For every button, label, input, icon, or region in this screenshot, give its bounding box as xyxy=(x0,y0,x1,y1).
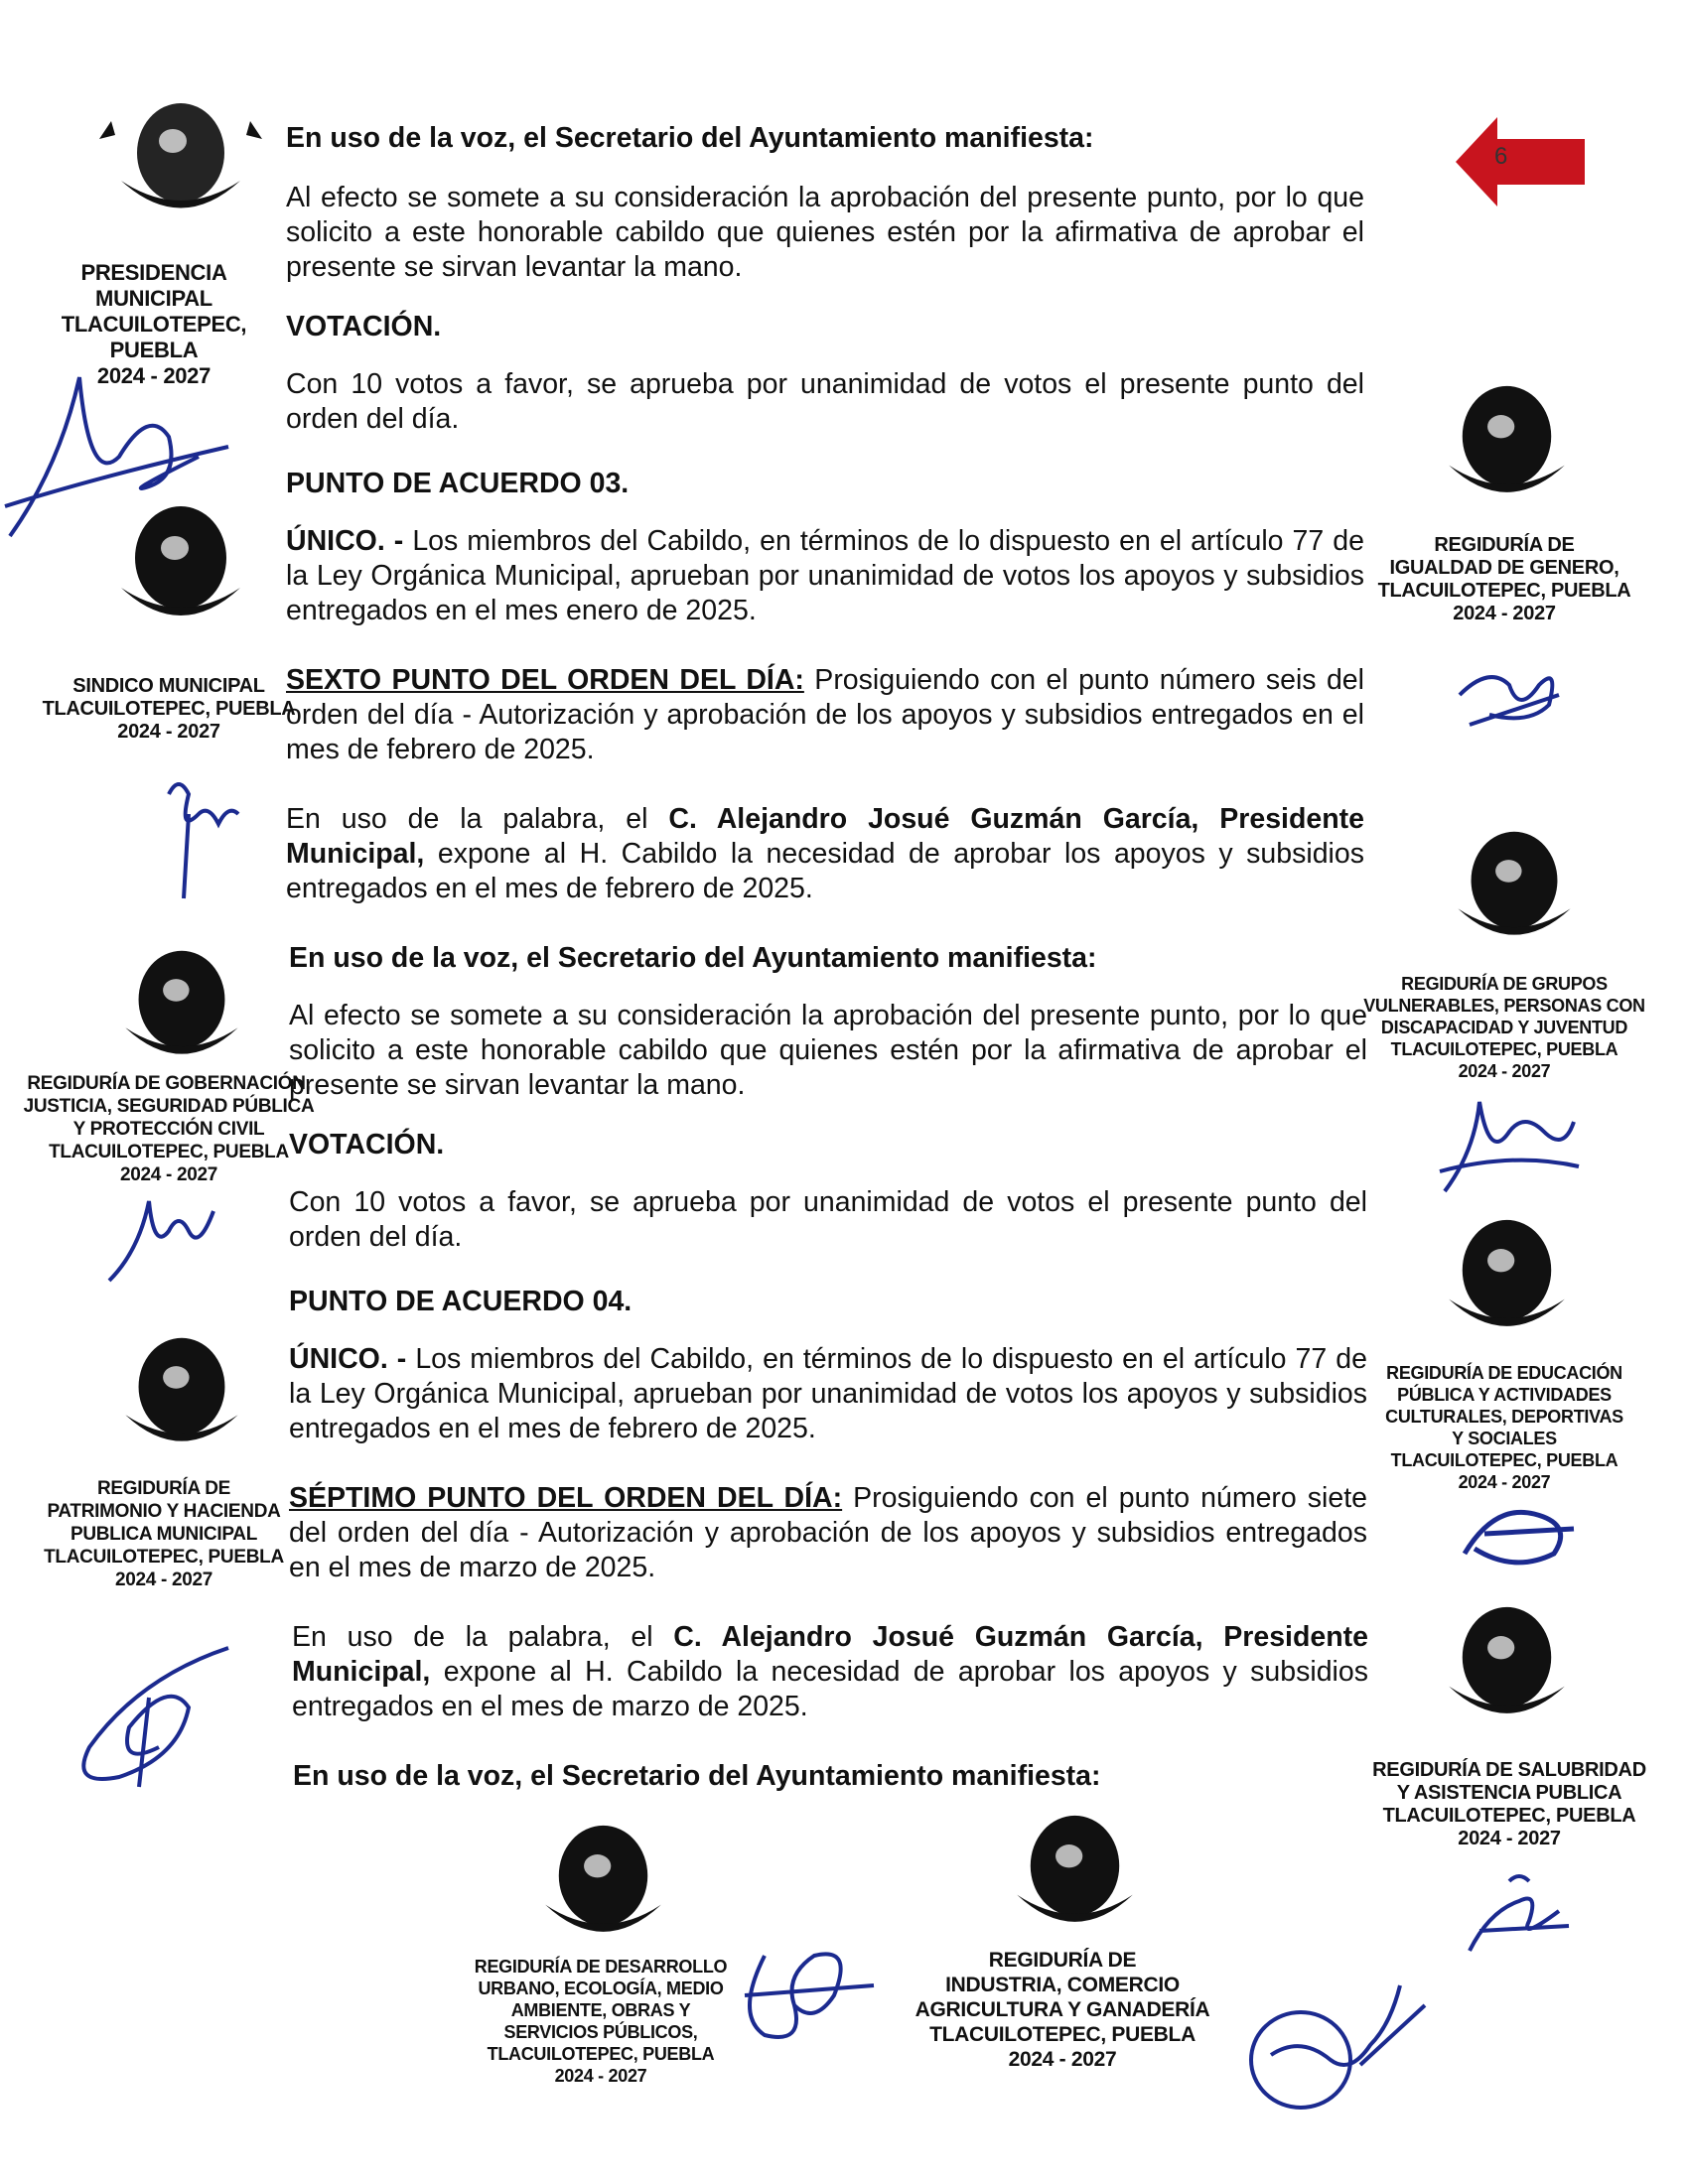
p2-text: Con 10 votos a favor, se aprueba por unanimidad de votos el presente punto del orden del día. xyxy=(286,368,1364,435)
p5-bold: C. Alejandro Josué Guzmán García, Presidente Municipal, xyxy=(286,803,1364,870)
signature-grupos-icon xyxy=(1435,1092,1584,1201)
p6-text: Al efecto se somete a su consideración la aprobación del presente punto, por lo que solicito a este honorable cabildo que quienes estén por la afirmativa de aprobar el presente se sirvan levantar la mano. xyxy=(289,1000,1367,1101)
p7-heading: VOTACIÓN. xyxy=(289,1129,445,1160)
p9-lead: SÉPTIMO PUNTO DEL ORDEN DEL DÍA: xyxy=(289,1482,843,1514)
signature-presidente-icon xyxy=(0,347,238,546)
p3-text: Los miembros del Cabildo, en términos de lo dispuesto en el artículo 77 de la Ley Orgánica Municipal, aprueban por unanimidad de votos los apoyos y subsidios entregados en el mes enero de 2025. xyxy=(286,525,1364,626)
p6-heading: En uso de la voz, el Secretario del Ayuntamiento manifiesta: xyxy=(289,942,1097,974)
signature-gobernacion-icon xyxy=(99,1191,218,1291)
seal-patrimonio-icon xyxy=(97,1300,266,1469)
p10-pre: En uso de la palabra, el xyxy=(292,1621,674,1653)
p10-paragraph xyxy=(292,1620,1368,1724)
p8-heading: PUNTO DE ACUERDO 04. xyxy=(289,1286,633,1317)
p3-lead: ÚNICO. - xyxy=(286,525,404,557)
seal-presidencia-icon xyxy=(91,62,270,240)
p3-heading: PUNTO DE ACUERDO 03. xyxy=(286,468,630,499)
p8-text: Los miembros del Cabildo, en términos de lo dispuesto en el artículo 77 de la Ley Orgánica Municipal, aprueban por unanimidad de votos los apoyos y subsidios entregados en el mes de febrero de 2025. xyxy=(289,1343,1367,1444)
seal-igualdad-icon xyxy=(1420,347,1594,521)
p1-heading: En uso de la voz, el Secretario del Ayuntamiento manifiesta: xyxy=(286,122,1094,154)
p3-paragraph xyxy=(286,524,1364,628)
signature-salubridad-icon xyxy=(1460,1871,1579,1961)
seal-grupos-icon xyxy=(1430,794,1599,963)
p7-text: Con 10 votos a favor, se aprueba por unanimidad de votos el presente punto del orden del día. xyxy=(289,1186,1367,1253)
p2-heading: VOTACIÓN. xyxy=(286,311,442,342)
p8-lead: ÚNICO. - xyxy=(289,1343,407,1375)
seal-industria-icon xyxy=(988,1777,1162,1951)
p4-lead: SEXTO PUNTO DEL ORDEN DEL DÍA: xyxy=(286,664,804,696)
page-arrow-icon xyxy=(1456,117,1585,206)
seal-educacion-icon xyxy=(1420,1181,1594,1355)
seal-gobernacion-icon xyxy=(97,913,266,1082)
p11-heading: En uso de la voz, el Secretario del Ayuntamiento manifiesta: xyxy=(293,1760,1101,1792)
seal-desarrollo-icon xyxy=(516,1787,690,1961)
p5-paragraph xyxy=(286,802,1364,906)
stamp-gobernacion: REGIDURÍA DE GOBERNACIÓN, JUSTICIA, SEGURIDAD PÚBLICA Y PROTECCIÓN CIVIL TLACUILOTEPEC, PUEBLA 2024 - 2027 xyxy=(23,1073,315,1185)
stamp-patrimonio: REGIDURÍA DE PATRIMONIO Y HACIENDA PUBLICA MUNICIPAL TLACUILOTEPEC, PUEBLA 2024 - 2027 xyxy=(44,1478,284,1590)
signature-sindico-icon xyxy=(149,774,258,903)
stamp-industria: REGIDURÍA DE INDUSTRIA, COMERCIO AGRICULTURA Y GANADERÍA TLACUILOTEPEC, PUEBLA 2024 - 2027 xyxy=(914,1949,1210,2071)
stamp-sindico: SINDICO MUNICIPAL TLACUILOTEPEC, PUEBLA 2024 - 2027 xyxy=(42,675,296,743)
signature-igualdad-icon xyxy=(1450,655,1569,735)
p9-text: Prosiguiendo con el punto número siete del orden del día - Autorización y aprobación de los apoyos y subsidios entregados en el mes de marzo de 2025. xyxy=(289,1482,1367,1583)
p1-text: Al efecto se somete a su consideración la aprobación del presente punto, por lo que solicito a este honorable cabildo que quienes estén por la afirmativa de aprobar el presente se sirvan levantar la mano. xyxy=(286,182,1364,283)
p8-paragraph xyxy=(289,1342,1367,1446)
p4-text: Prosiguiendo con el punto número seis del orden del día - Autorización y aprobación de los apoyos y subsidios entregados en el mes de febrero de 2025. xyxy=(286,664,1364,765)
signature-patrimonio-icon xyxy=(60,1638,238,1797)
stamp-educacion: REGIDURÍA DE EDUCACIÓN PÚBLICA Y ACTIVIDADES CULTURALES, DEPORTIVAS Y SOCIALES TLACUILOTEPEC, PUEBLA 2024 - 2027 xyxy=(1385,1363,1623,1492)
stamp-desarrollo: REGIDURÍA DE DESARROLLO URBANO, ECOLOGÍA, MEDIO AMBIENTE, OBRAS Y SERVICIOS PÚBLICOS, TLACUILOTEPEC, PUEBLA 2024 - 2027 xyxy=(474,1957,728,2086)
stamp-grupos: REGIDURÍA DE GRUPOS VULNERABLES, PERSONAS CON DISCAPACIDAD Y JUVENTUD TLACUILOTEPEC, PUEBLA 2024 - 2027 xyxy=(1363,974,1645,1081)
page-number: 6 xyxy=(1494,143,1508,170)
p10-bold: C. Alejandro Josué Guzmán García, Presidente Municipal, xyxy=(292,1621,1368,1688)
stamp-igualdad: REGIDURÍA DE IGUALDAD DE GENERO, TLACUILOTEPEC, PUEBLA 2024 - 2027 xyxy=(1377,534,1631,624)
signature-educacion-icon xyxy=(1455,1494,1584,1573)
stamp-salubridad: REGIDURÍA DE SALUBRIDAD Y ASISTENCIA PUBLICA TLACUILOTEPEC, PUEBLA 2024 - 2027 xyxy=(1372,1759,1646,1849)
seal-salubridad-icon xyxy=(1420,1569,1594,1742)
p9-paragraph xyxy=(289,1481,1367,1585)
p5-pre: En uso de la palabra, el xyxy=(286,803,669,835)
signature-industria-icon xyxy=(1241,1966,1430,2115)
signature-desarrollo-icon xyxy=(725,1936,884,2055)
p5-text: expone al H. Cabildo la necesidad de aprobar los apoyos y subsidios entregados en el mes de febrero de 2025. xyxy=(286,838,1364,904)
stamp-presidencia: PRESIDENCIA MUNICIPAL TLACUILOTEPEC, PUEBLA 2024 - 2027 xyxy=(61,260,247,388)
p10-text: expone al H. Cabildo la necesidad de aprobar los apoyos y subsidios entregados en el mes de marzo de 2025. xyxy=(292,1656,1368,1722)
p4-paragraph xyxy=(286,663,1364,767)
